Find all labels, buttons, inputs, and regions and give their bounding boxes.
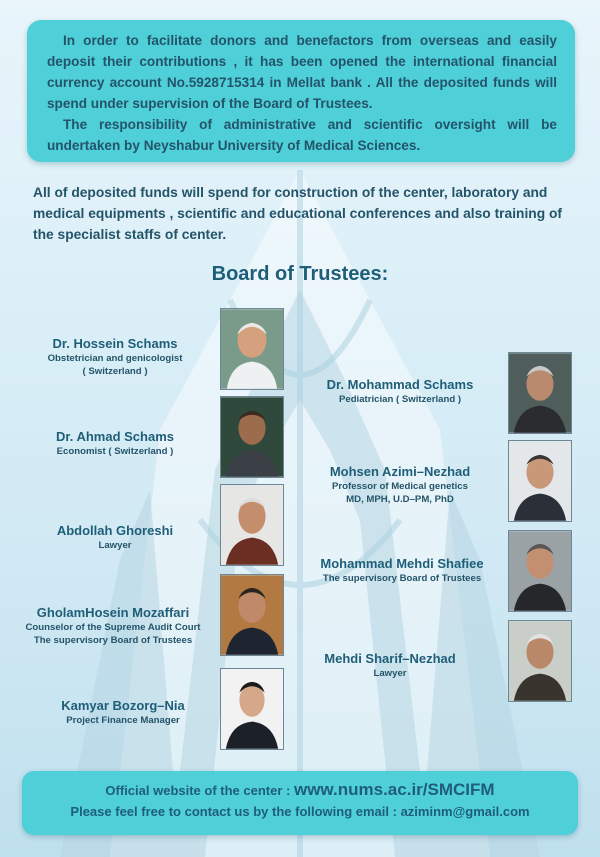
trustee-role: Economist ( Switzerland ) (56, 446, 174, 457)
trustee-mohammad-mehdi-shafiee (302, 555, 502, 585)
trustee-name: GholamHosein Mozaffari (36, 605, 190, 620)
board-title: Board of Trustees: (211, 263, 389, 285)
portrait-icon (509, 621, 571, 701)
trustee-mohsen-azimi-nezhad (300, 463, 500, 506)
email-line (32, 802, 568, 822)
trustee-photo (508, 440, 572, 522)
trustee-name: Dr. Ahmad Schams (55, 429, 174, 444)
portrait-icon (509, 441, 571, 521)
portrait-icon (221, 669, 283, 749)
trustee-country: ( Switzerland ) (82, 366, 148, 377)
trustee-photo (220, 484, 284, 566)
trustee-photo (508, 530, 572, 612)
portrait-icon (509, 531, 571, 611)
portrait-icon (221, 309, 283, 389)
trustee-mehdi-sharif-nezhad (290, 650, 490, 680)
trustee-role: Pediatrician ( Switzerland ) (338, 394, 462, 405)
trustee-role: Counselor of the Supreme Audit Court (25, 622, 201, 633)
trustee-ahmad-schams (16, 428, 214, 458)
funding-info-panel (27, 20, 575, 162)
oversight-paragraph: The responsibility of administrative and scientific oversight will be undertaken by Neyshabur University of Medical Sciences. (47, 117, 557, 153)
trustee-name: Abdollah Ghoreshi (56, 523, 174, 538)
trustee-role: The supervisory Board of Trustees (322, 573, 482, 584)
trustee-photo (220, 308, 284, 390)
trustee-hossein-schams (16, 335, 214, 378)
trustee-photo (220, 668, 284, 750)
portrait-icon (221, 485, 283, 565)
trustee-name: Dr. Hossein Schams (52, 336, 178, 351)
trustee-role: Lawyer (98, 540, 132, 551)
trustee-degrees: MD, MPH, U.D–PM, PhD (346, 494, 454, 505)
trustee-name: Kamyar Bozorg–Nia (61, 698, 185, 713)
trustee-photo (220, 574, 284, 656)
trustee-kamyar-bozorg-nia (30, 697, 216, 727)
trustee-photo (508, 352, 572, 434)
website-line (32, 779, 568, 802)
trustee-name: Dr. Mohammad Schams (326, 377, 474, 392)
trustee-gholamhosein-mozaffari (0, 604, 226, 647)
portrait-icon (509, 353, 571, 433)
trustee-name: Mohammad Mehdi Shafiee (320, 556, 484, 571)
trustee-role: Lawyer (373, 668, 407, 679)
funds-usage-text: All of deposited funds will spend for construction of the center, laboratory and medical equipments , scientific and educational conferences and also training of the specialist staffs of center. (33, 185, 563, 242)
website-label: Official website of the center : (105, 783, 291, 798)
trustee-photo (508, 620, 572, 702)
trustee-role: Obstetrician and genicologist (47, 353, 183, 364)
trustee-mohammad-schams (300, 376, 500, 406)
email-link[interactable]: aziminm@gmail.com (400, 804, 530, 819)
website-link[interactable]: www.nums.ac.ir/SMCIFM (293, 780, 495, 799)
trustee-role: Project Finance Manager (66, 715, 180, 726)
portrait-icon (221, 575, 283, 655)
contact-panel (22, 771, 578, 835)
trustee-name: Mehdi Sharif–Nezhad (324, 651, 456, 666)
trustee-name: Mohsen Azimi–Nezhad (329, 464, 471, 479)
portrait-icon (221, 397, 283, 477)
trustee-abdollah-ghoreshi (16, 522, 214, 552)
email-label: Please feel free to contact us by the following email : (70, 804, 397, 819)
trustee-role: Professor of Medical genetics (332, 481, 468, 492)
trustee-photo (220, 396, 284, 478)
funding-paragraph: In order to facilitate donors and benefactors from overseas and easily deposit their contributions , it has been opened the international financial currency account No.5928715314 in Mellat bank . All the deposited funds will spend under supervision of the Board of Trustees. (47, 33, 557, 111)
trustee-role-secondary: The supervisory Board of Trustees (33, 635, 193, 646)
